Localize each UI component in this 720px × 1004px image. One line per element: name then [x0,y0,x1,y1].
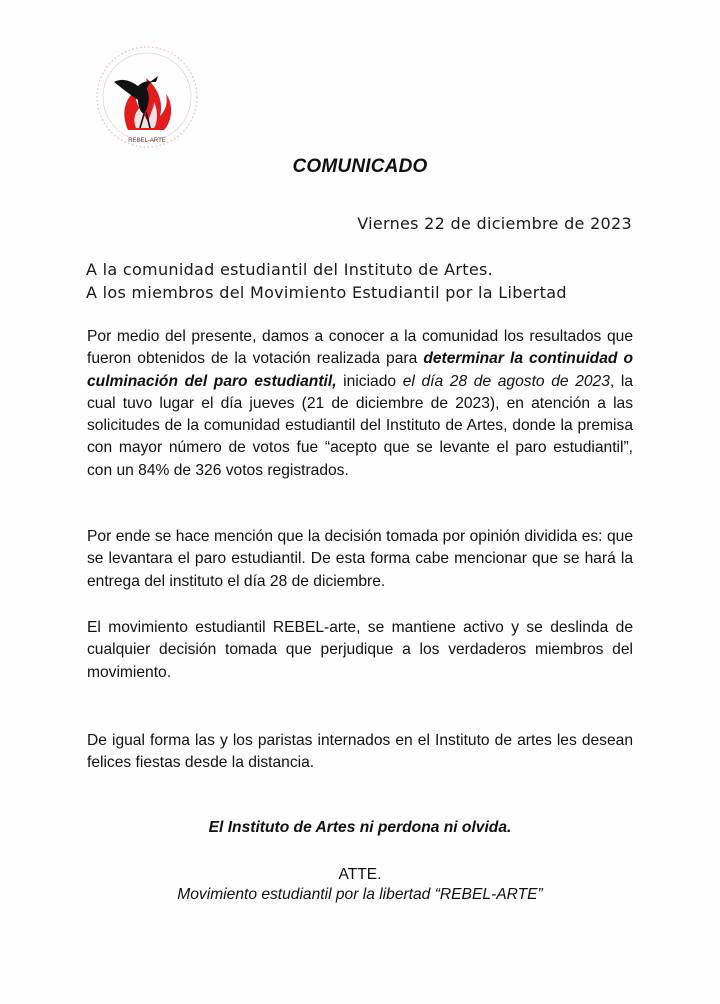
paragraph-results-emphasis: determinar la continuidad o culminación del paro estudiantil, [87,350,633,390]
slogan: El Instituto de Artes ni perdona ni olvida. [208,819,512,836]
logo-emblem [92,42,202,152]
signature: Movimiento estudiantil por la libertad “REBEL-ARTE” [177,886,543,903]
paragraph-results-start-date: el día 28 de agosto de 2023 [402,372,610,390]
paragraph-decision: Por ende se hace mención que la decisión tomada por opinión dividida es: que se levantara el paro estudiantil. De esta forma cabe mencionar que se hará la entrega del instituto el día 28 de diciembre. [87,528,633,590]
title-text: COMUNICADO [292,156,428,177]
addressee-line-1: A la comunidad estudiantil del Instituto de Artes. [86,260,494,279]
paragraph-greetings: De igual forma las y los paristas internados en el Instituto de artes les desean felices fiestas desde la distancia. [87,732,633,772]
addressee-block [86,258,646,304]
document-title [0,156,720,178]
addressee-line-2: A los miembros del Movimiento Estudiantil por la Libertad [86,283,567,302]
logo-text: REBEL-ARTE [128,138,166,144]
paragraph-results-text-2: iniciado [336,372,403,390]
rebel-arte-logo [92,42,202,152]
document-date: Viernes 22 de diciembre de 2023 [357,214,632,233]
paragraph-movement: El movimiento estudiantil REBEL-arte, se mantiene activo y se deslinda de cualquier decisión tomada que perjudique a los verdaderos miembros del movimiento. [87,619,633,681]
paragraph-results-text-3: , la cual tuvo lugar el día jueves (21 de diciembre de 2023), en atención a las solicitudes de la comunidad estudiantil del Instituto de Artes, donde la premisa con mayor número de votos fue “acepto que se levante el paro estudiantil”, con un 84% de 326 votos registrados. [87,372,634,479]
closing-atte: ATTE. [338,866,382,883]
paragraph-results-text-1: Por medio del presente, damos a conocer a la comunidad los resultados que fueron obtenidos de la votación realizada para [87,328,633,368]
paragraph-results [87,326,633,482]
